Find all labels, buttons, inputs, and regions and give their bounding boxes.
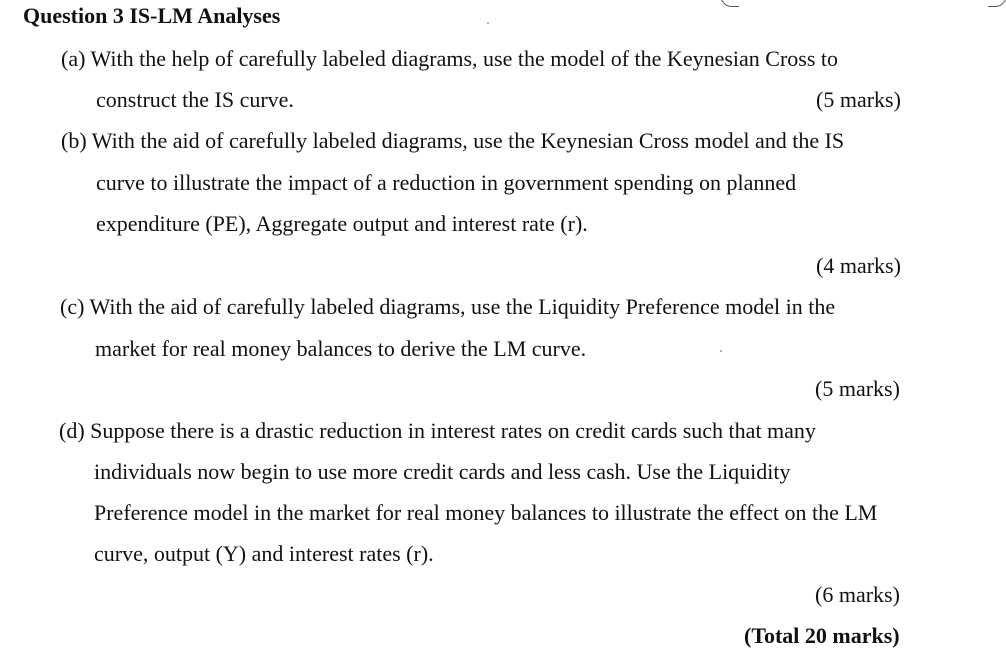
part-b-marks: (4 marks): [816, 253, 901, 278]
part-a-line-2: construct the IS curve.: [96, 87, 294, 112]
part-d-line-1: (d) Suppose there is a drastic reduction in interest rates on credit cards such that many: [59, 418, 816, 443]
part-d-line-3: Preference model in the market for real money balances to illustrate the effect on the LM: [94, 500, 878, 525]
page-edge-mark-left: [720, 0, 739, 7]
part-a-marks: (5 marks): [816, 87, 901, 112]
total-marks: (Total 20 marks): [744, 623, 900, 648]
part-c-line-2: market for real money balances to derive the LM curve.: [95, 336, 587, 361]
part-d-marks: (6 marks): [815, 582, 900, 607]
part-a-line-1: (a) With the help of carefully labeled diagrams, use the model of the Keynesian Cross to: [61, 46, 839, 71]
page-edge-mark-right: [988, 0, 1006, 7]
scan-speck: [487, 22, 489, 24]
part-c-line-1: (c) With the aid of carefully labeled diagrams, use the Liquidity Preference model in the: [60, 294, 836, 319]
part-d-line-2: individuals now begin to use more credit cards and less cash. Use the Liquidity: [94, 459, 791, 484]
question-title: Question 3 IS-LM Analyses: [23, 3, 281, 28]
part-c-marks: (5 marks): [815, 376, 900, 401]
part-b-line-2: curve to illustrate the impact of a reduction in government spending on planned: [96, 170, 797, 195]
scan-speck: [720, 350, 722, 352]
part-b-line-1: (b) With the aid of carefully labeled diagrams, use the Keynesian Cross model and the IS: [61, 128, 845, 153]
part-b-line-3: expenditure (PE), Aggregate output and interest rate (r).: [96, 211, 588, 236]
part-d-line-4: curve, output (Y) and interest rates (r).: [94, 541, 434, 566]
